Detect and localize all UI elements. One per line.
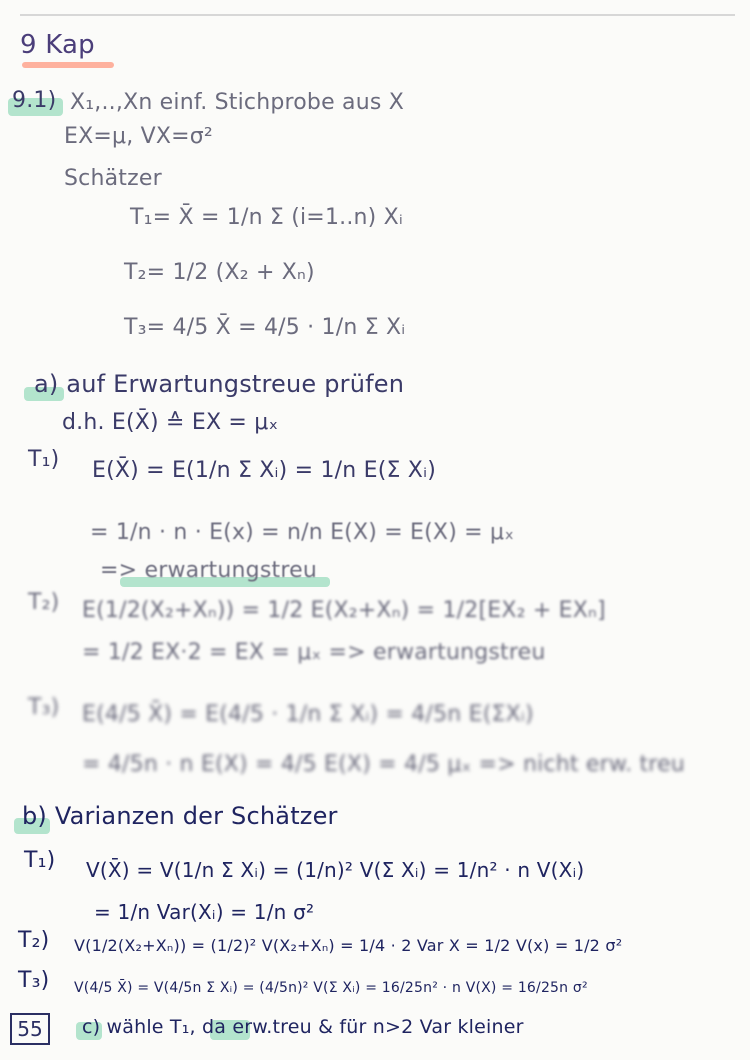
b-t3-label: T₃) (18, 968, 50, 993)
title-highlight (22, 62, 114, 68)
a-t2-label: T₂) (28, 590, 60, 615)
a-t1-line1: E(X̄) = E(1/n Σ Xᵢ) = 1/n E(Σ Xᵢ) (92, 458, 436, 483)
a-t1-line2: = 1/n · n · E(x) = n/n E(X) = E(X) = μₓ (90, 520, 515, 545)
a-t3-label: T₃) (28, 695, 60, 720)
b-t2-line1: V(1/2(X₂+Xₙ)) = (1/2)² V(X₂+Xₙ) = 1/4 · 2 Var X = 1/2 V(x) = 1/2 σ² (74, 936, 623, 955)
intro-line: X₁,..,Xn einf. Stichprobe aus X (70, 90, 404, 115)
b-t1-label: T₁) (24, 848, 56, 873)
b-t2-label: T₂) (18, 928, 50, 953)
b-t3-line1: V(4/5 X̄) = V(4/5n Σ Xᵢ) = (4/5n)² V(Σ Xᵢ) = 16/25n² · n V(X) = 16/25n σ² (74, 980, 588, 996)
moments-line: EX=μ, VX=σ² (64, 124, 213, 149)
t3-definition: T₃= 4/5 X̄ = 4/5 · 1/n Σ Xᵢ (124, 315, 406, 340)
b-t1-line2: = 1/n Var(Xᵢ) = 1/n σ² (94, 900, 315, 924)
a-t3-line2: = 4/5n · n E(X) = 4/5 E(X) = 4/5 μₓ => nicht erw. treu (82, 752, 685, 777)
a-t2-line2: = 1/2 EX·2 = EX = μₓ => erwartungstreu (82, 640, 546, 665)
a-t1-line3: => erwartungstreu (100, 558, 317, 583)
a-t2-line1: E(1/2(X₂+Xₙ)) = 1/2 E(X₂+Xₙ) = 1/2[EX₂ + EXₙ] (82, 598, 606, 623)
part-c-line: c) wähle T₁, da erw.treu & für n>2 Var kleiner (82, 1016, 524, 1038)
problem-label: 9.1) (12, 88, 57, 113)
t1-definition: T₁= X̄ = 1/n Σ (i=1..n) Xᵢ (130, 205, 404, 230)
chapter-title: 9 Kap (20, 30, 95, 60)
part-a-dh: d.h. E(X̄) ≙ EX = μₓ (62, 410, 279, 435)
a-t1-label: T₁) (28, 447, 60, 472)
part-a-heading: a) auf Erwartungstreue prüfen (34, 370, 405, 398)
page-top-edge (20, 14, 735, 16)
b-t1-line1: V(X̄) = V(1/n Σ Xᵢ) = (1/n)² V(Σ Xᵢ) = 1/n² · n V(Xᵢ) (86, 858, 585, 882)
estimators-heading: Schätzer (64, 166, 162, 191)
page-number-box: 55 (10, 1013, 50, 1045)
a-t3-line1: E(4/5 X̄) = E(4/5 · 1/n Σ Xᵢ) = 4/5n E(ΣXᵢ) (82, 702, 534, 727)
part-b-heading: b) Varianzen der Schätzer (22, 802, 338, 830)
t2-definition: T₂= 1/2 (X₂ + Xₙ) (124, 260, 315, 285)
